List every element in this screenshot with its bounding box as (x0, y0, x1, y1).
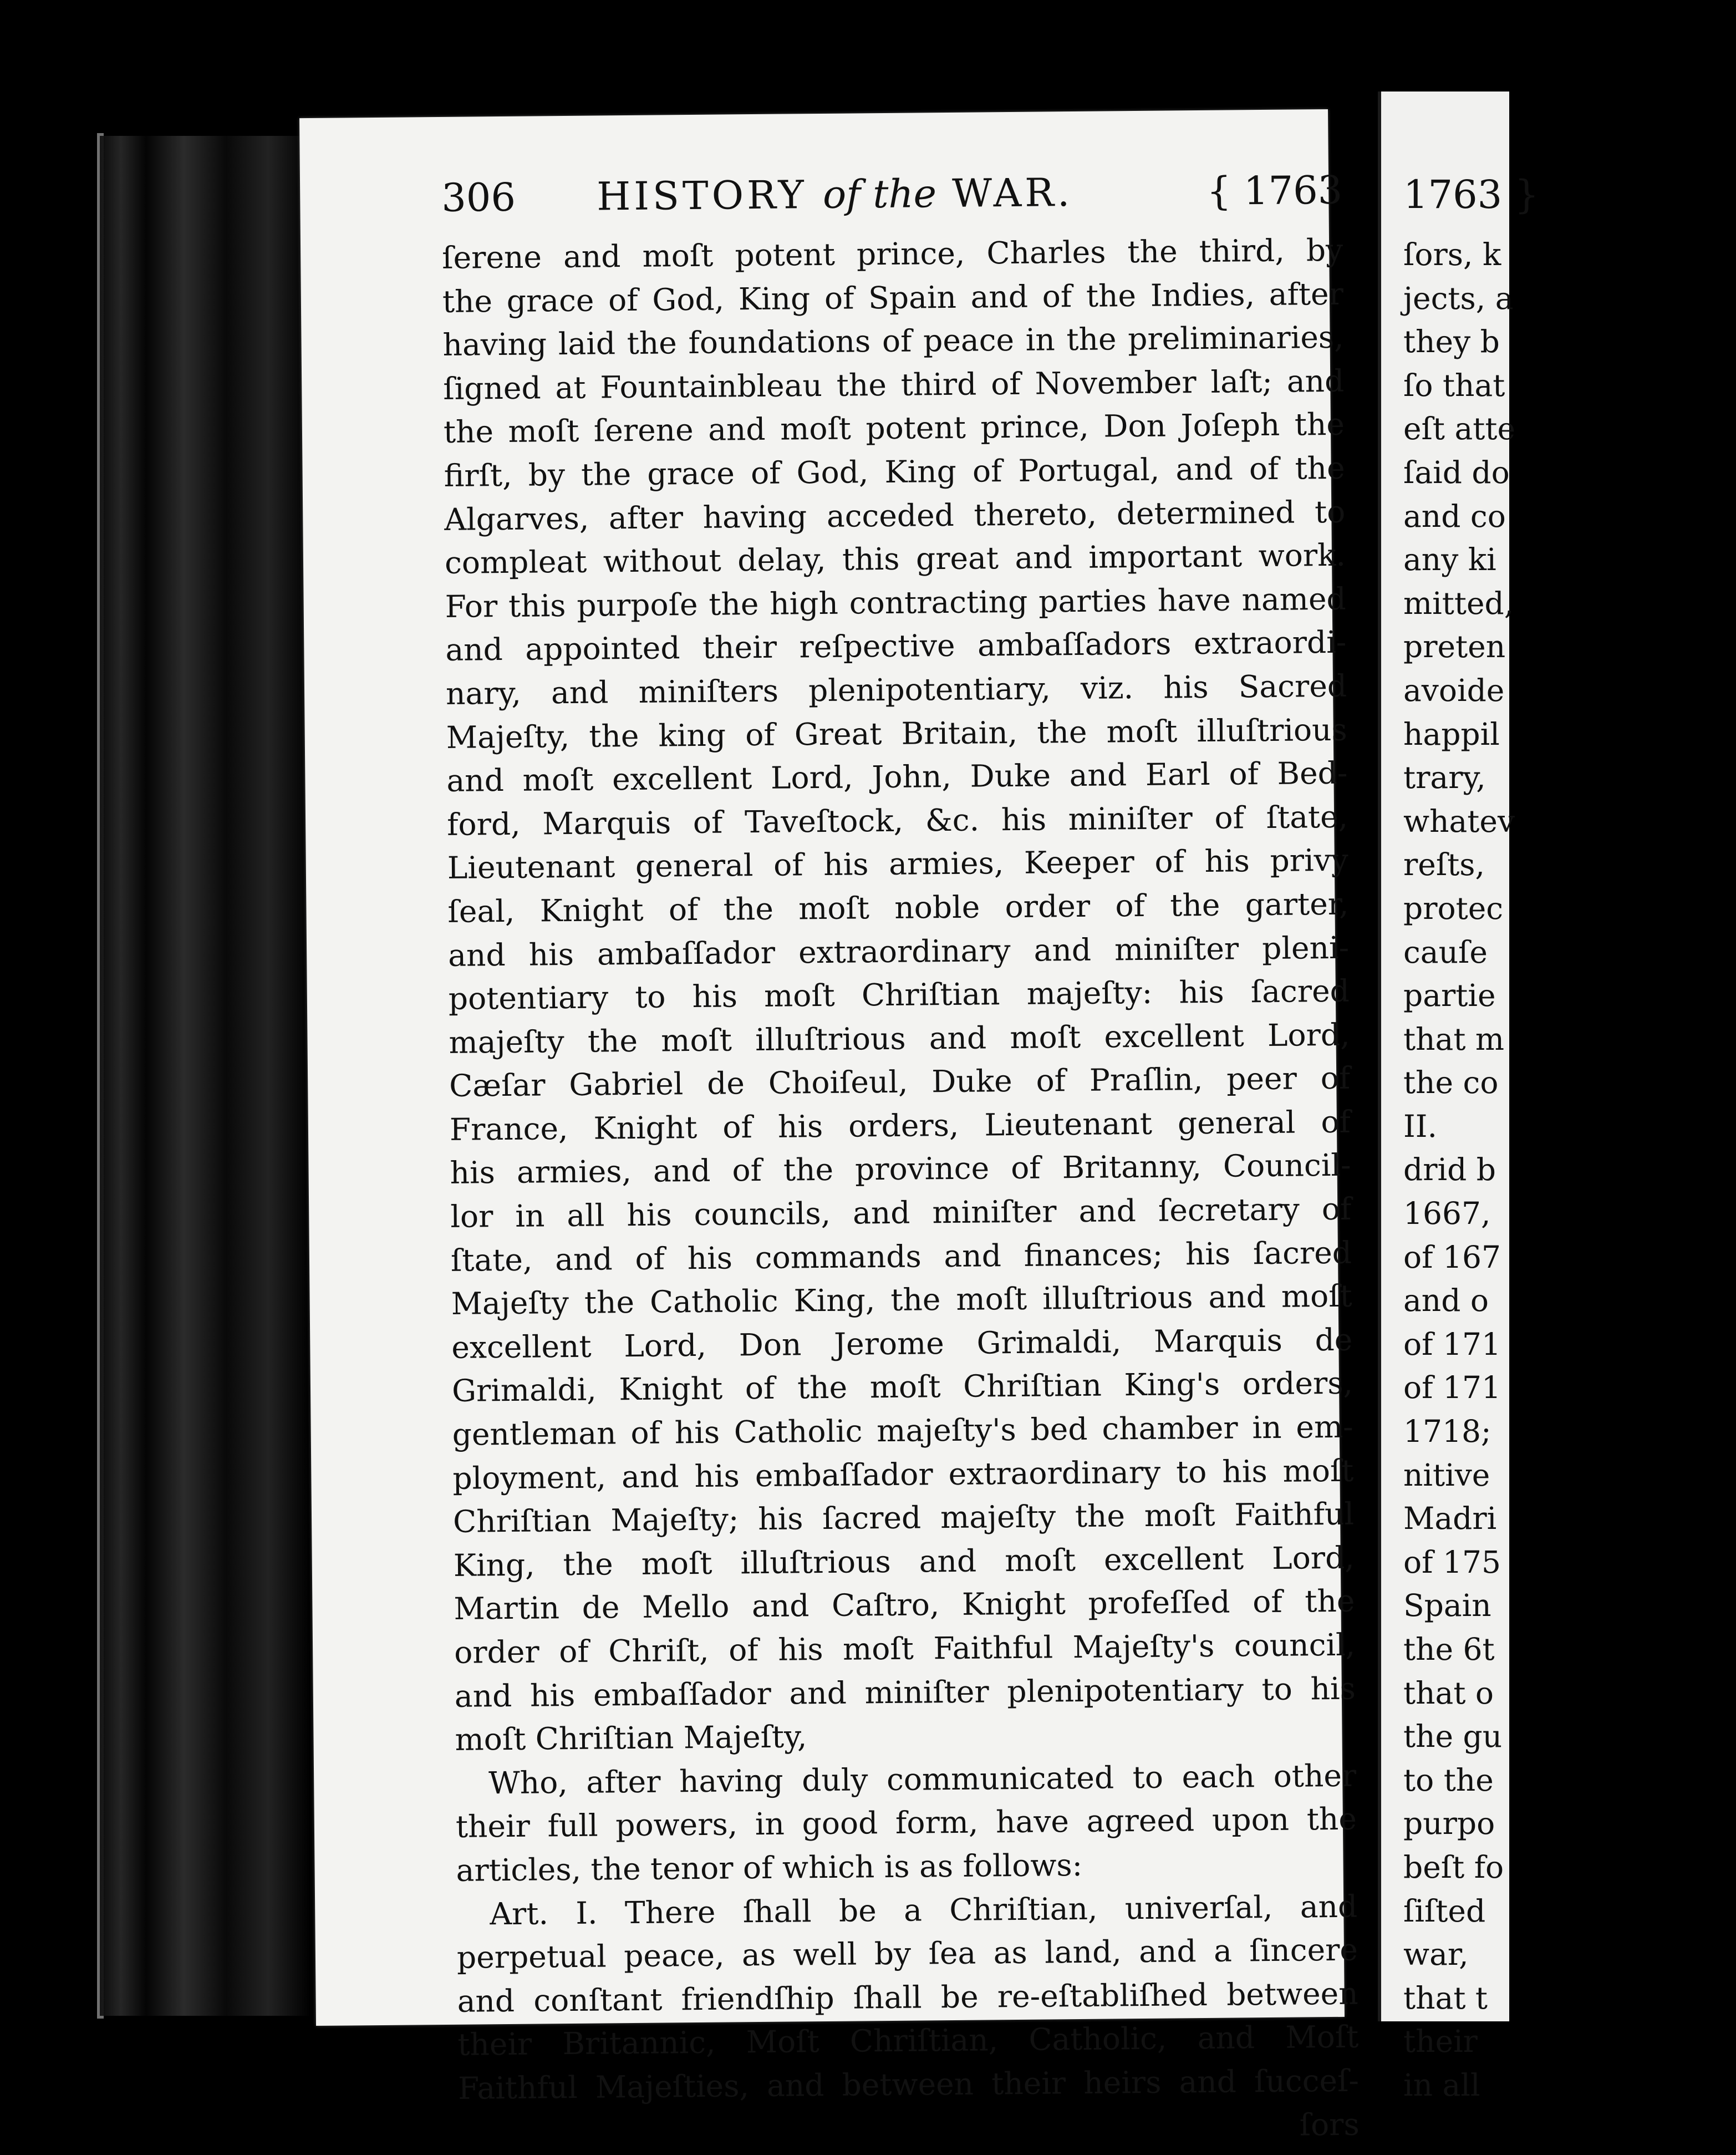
text-line: potentiary to his moſt Chriſtian majeſty: his ſacred (448, 973, 1350, 1016)
text-line: Spain (1403, 1588, 1491, 1624)
text-line: and appointed their reſpective ambaſſadors extraordi- (445, 624, 1347, 668)
text-line: moſt Chriſtian Majeſty, (455, 1719, 807, 1758)
body-text (442, 228, 1360, 2154)
running-title-pre: HISTORY (596, 171, 823, 220)
text-line: and his ambaſſador extraordinary and miniſter pleni- (447, 929, 1350, 973)
text-line: the gu (1403, 1719, 1503, 1755)
text-line: King, the moſt illuſtrious and moſt excellent Lord, (453, 1539, 1355, 1583)
text-line: Martin de Mello and Caſtro, Knight profeſſed of the (454, 1583, 1355, 1627)
text-line: in all (1403, 2067, 1480, 2103)
text-line: ſerene and moſt potent prince, Charles the third, by (441, 232, 1343, 276)
text-line: 1718; (1403, 1414, 1491, 1450)
catchword: ſors (1299, 2106, 1360, 2143)
text-line: compleat without delay, this great and important work. (444, 537, 1346, 581)
text-line: war, (1403, 1937, 1469, 1973)
text-line: perpetual peace, as well by ſea as land, and a ſincere (456, 1932, 1358, 1975)
right-page-partial (1378, 92, 1539, 2103)
text-line: and moſt excellent Lord, John, Duke and Earl of Bed- (446, 755, 1348, 799)
text-line: of 167 (1403, 1239, 1501, 1275)
text-line: ſors, k (1403, 237, 1501, 272)
text-line: lor in all his councils, and miniſter and ſecretary of (450, 1191, 1352, 1234)
text-line: the 6t (1403, 1632, 1495, 1667)
text-line: protec (1403, 890, 1504, 926)
text-line: drid b (1403, 1152, 1496, 1188)
text-line: mitted, (1403, 585, 1514, 621)
text-line: majeſty the moſt illuſtrious and moſt excellent Lord, (449, 1016, 1350, 1060)
text-line: II. (1403, 1108, 1437, 1144)
text-line: their full powers, in good form, have agreed upon the (455, 1801, 1357, 1845)
text-line: trary, (1403, 760, 1486, 796)
text-line: preten (1403, 629, 1506, 665)
page-number: 306 (441, 174, 516, 221)
text-line: purpo (1403, 1806, 1495, 1842)
text-line: reſts, (1403, 847, 1485, 883)
text-line: of 171 (1403, 1370, 1501, 1406)
text-line: that o (1403, 1675, 1494, 1711)
text-line: partie (1403, 978, 1496, 1014)
text-line: of 175 (1403, 1544, 1501, 1580)
text-line: their (1403, 2024, 1478, 2060)
text-line: Chriſtian Majeſty; his ſacred majeſty the moſt Faithful (452, 1496, 1355, 1540)
text-line: Majeſty, the king of Great Britain, the moſt illuſtrious (446, 711, 1347, 755)
text-line: Algarves, after having acceded thereto, determined to (444, 494, 1346, 537)
text-line: whatev (1403, 803, 1515, 839)
text-line: avoide (1403, 672, 1505, 708)
text-line: articles, the tenor of which is as follows: (456, 1847, 1083, 1888)
text-line: ford, Marquis of Taveſtock, &c. his miniſter of ſtate, (446, 799, 1348, 842)
text-line: eſt atte (1403, 411, 1516, 447)
text-line: Cæſar Gabriel de Choiſeul, Duke of Praſlin, peer of (449, 1060, 1351, 1104)
text-line: having laid the foundations of peace in the preliminaries, (442, 319, 1344, 363)
text-line: Who, after having duly communicated to each other (488, 1757, 1357, 1801)
text-line: Lieutenant general of his armies, Keeper of his privy (447, 842, 1349, 886)
text-line: and o (1403, 1283, 1489, 1319)
text-line: cauſe (1403, 934, 1488, 970)
text-line: For this purpoſe the high contracting parties have named (445, 581, 1346, 624)
text-line: excellent Lord, Don Jerome Grimaldi, Marquis de (451, 1322, 1353, 1365)
running-year: { 1763 (1206, 167, 1343, 214)
right-body-text (1403, 233, 1736, 2107)
text-line: of 171 (1403, 1326, 1501, 1362)
text-line: that t (1403, 1980, 1488, 2016)
text-line: the moſt ſerene and moſt potent prince, Don Joſeph the (443, 406, 1345, 450)
left-page-content (441, 167, 1360, 2154)
text-line: the co (1403, 1065, 1499, 1101)
text-line: Majeſty the Catholic King, the moſt illuſtrious and moſt (451, 1278, 1352, 1322)
text-line: ſo that (1403, 367, 1505, 403)
text-line: that m (1403, 1021, 1505, 1057)
text-line: his armies, and of the province of Britanny, Council- (450, 1147, 1351, 1191)
text-line: their Britannic, Moſt Chriſtian, Catholic, and Moſt (457, 2019, 1359, 2063)
text-line: France, Knight of his orders, Lieutenant general of (449, 1104, 1351, 1147)
text-line: and conſtant friendſhip ſhall be re-eſtabliſhed between (457, 1975, 1358, 2019)
text-line: ſeal, Knight of the moſt noble order of the garter, (447, 886, 1349, 929)
text-line: the grace of God, King of Spain and of the Indies, after (442, 276, 1344, 319)
text-line: ſigned at Fountainbleau the third of November laſt; and (443, 363, 1345, 406)
text-line: and his embaſſador and miniſter plenipotentiary to his (454, 1670, 1356, 1714)
text-line: any ki (1403, 542, 1496, 578)
right-running-head: 1763 } (1403, 172, 1539, 217)
text-line: Madri (1403, 1501, 1497, 1537)
text-line: Faithful Majeſties, and between their heirs and ſucceſ- (457, 2062, 1360, 2106)
text-line: firſt, by the grace of God, King of Portugal, and of the (444, 450, 1345, 494)
text-line: Grimaldi, Knight of the moſt Chriſtian King's orders, (451, 1365, 1353, 1409)
text-line: they b (1403, 324, 1500, 360)
running-title-post: WAR. (936, 169, 1073, 217)
running-title-italic: of the (822, 171, 937, 217)
text-line: gentleman of his Catholic majeſty's bed chamber in em- (452, 1409, 1353, 1452)
text-line: and co (1403, 498, 1506, 534)
text-line: ſiſted (1403, 1893, 1486, 1929)
right-page-content (1403, 172, 1736, 2107)
text-line: to the (1403, 1762, 1494, 1798)
text-line: order of Chriſt, of his moſt Faithful Majeſty's council, (454, 1627, 1356, 1670)
running-head (441, 167, 1343, 236)
book-spine (100, 136, 310, 2016)
text-line: nary, and miniſters plenipotentiary, viz. his Sacred (445, 668, 1347, 711)
text-line: Art. I. There ſhall be a Chriſtian, univerſal, and (490, 1888, 1358, 1932)
text-line: ployment, and his embaſſador extraordinary to his moſt (452, 1452, 1354, 1496)
left-page (299, 109, 1360, 2143)
text-line: happil (1403, 716, 1500, 752)
text-line: ſtate, and of his commands and finances; his ſacred (450, 1234, 1352, 1278)
text-line: beſt fo (1403, 1849, 1504, 1885)
text-line: nitive (1403, 1457, 1490, 1493)
text-line: jects, a (1403, 280, 1514, 316)
text-line: 1667, (1403, 1196, 1491, 1232)
text-line: ſaid do (1403, 454, 1510, 490)
running-title (597, 170, 1073, 219)
